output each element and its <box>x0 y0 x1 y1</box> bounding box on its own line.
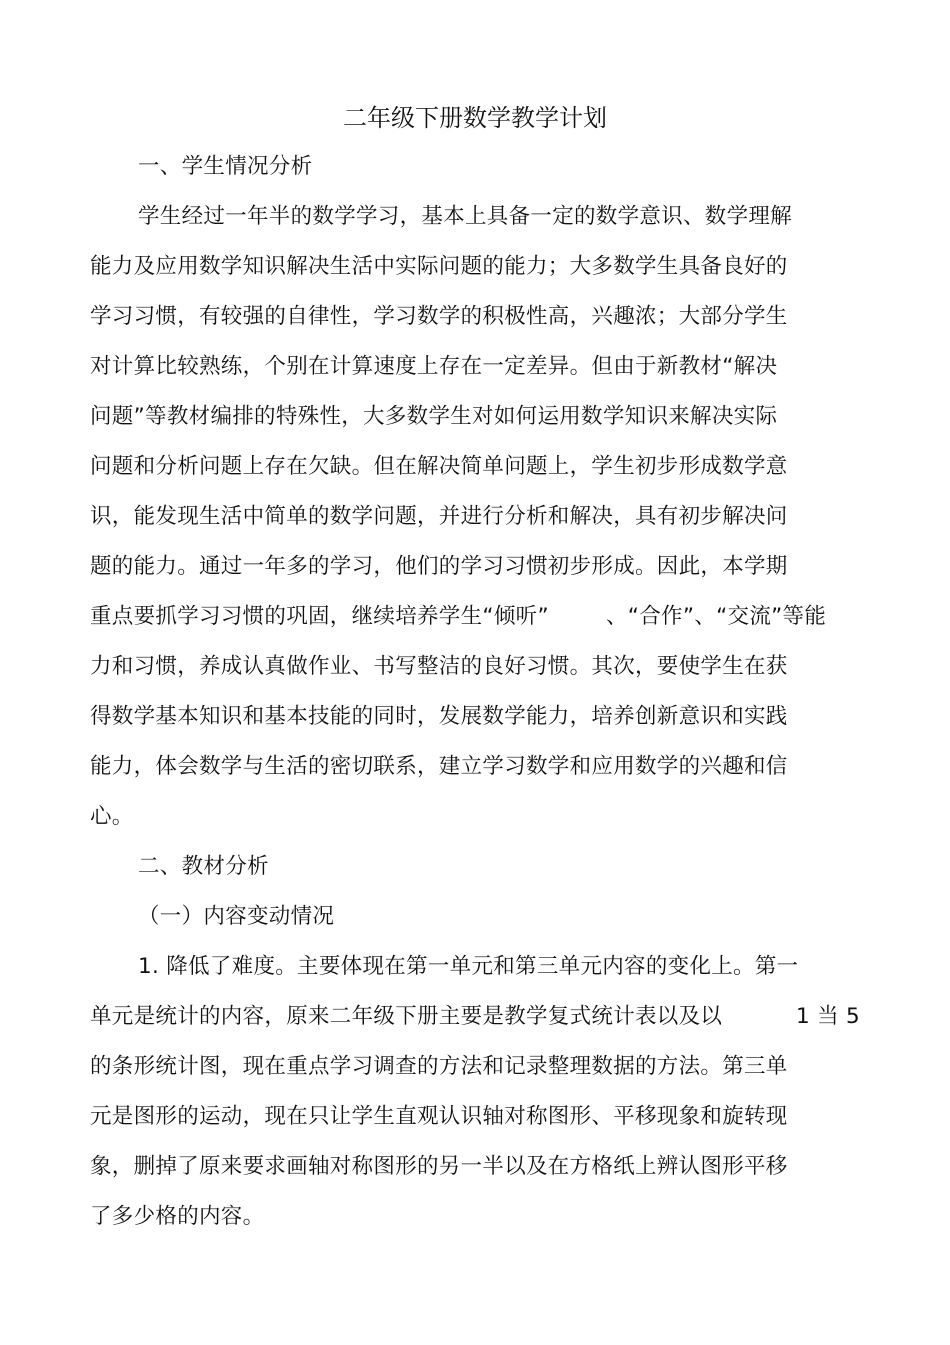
paragraph-line: 能力及应用数学知识解决生活中实际问题的能力；大多数学生具备良好的 <box>90 254 788 279</box>
paragraph-line: 问题和分析问题上存在欠缺。但在解决简单问题上，学生初步形成数学意 <box>90 454 788 479</box>
paragraph-line: 心。 <box>90 804 134 829</box>
paragraph-line-left: 重点要抓学习习惯的巩固，继续培养学生“倾听” <box>90 604 549 629</box>
paragraph-line-left: 单元是统计的内容，原来二年级下册主要是教学复式统计表以及以 <box>90 1004 723 1029</box>
paragraph-line: 学习习惯，有较强的自律性，学习数学的积极性高，兴趣浓；大部分学生 <box>90 304 788 329</box>
paragraph-line: 能力，体会数学与生活的密切联系，建立学习数学和应用数学的兴趣和信 <box>90 754 788 779</box>
paragraph-line: 1. 降低了难度。主要体现在第一单元和第三单元内容的变化上。第一 <box>138 954 799 979</box>
section-heading-textbook-analysis: 二、教材分析 <box>138 854 269 879</box>
paragraph-line: 识，能发现生活中简单的数学问题，并进行分析和解决，具有初步解决问 <box>90 504 788 529</box>
paragraph-line: 了多少格的内容。 <box>90 1204 265 1229</box>
paragraph-line: 的条形统计图，现在重点学习调查的方法和记录整理数据的方法。第三单 <box>90 1054 788 1079</box>
paragraph-line: 学生经过一年半的数学学习，基本上具备一定的数学意识、数学理解 <box>138 204 793 229</box>
paragraph-line: 题的能力。通过一年多的学习，他们的学习习惯初步形成。因此，本学期 <box>90 554 788 579</box>
paragraph-line-right: 1 当 5 <box>796 1004 861 1029</box>
document-title: 二年级下册数学教学计划 <box>343 104 607 132</box>
paragraph-line: 得数学基本知识和基本技能的同时，发展数学能力，培养创新意识和实践 <box>90 704 788 729</box>
paragraph-line-right: 、“合作”、“交流”等能 <box>606 604 827 629</box>
paragraph-line: 象，删掉了原来要求画轴对称图形的另一半以及在方格纸上辨认图形平移 <box>90 1154 788 1179</box>
section-heading-student-analysis: 一、学生情况分析 <box>138 154 313 179</box>
paragraph-line: 力和习惯，养成认真做作业、书写整洁的良好习惯。其次，要使学生在获 <box>90 654 788 679</box>
subsection-heading-content-changes: （一）内容变动情况 <box>138 904 335 929</box>
paragraph-line: 对计算比较熟练，个别在计算速度上存在一定差异。但由于新教材“解决 <box>90 354 778 379</box>
paragraph-line: 问题”等教材编排的特殊性，大多数学生对如何运用数学知识来解决实际 <box>90 404 778 429</box>
paragraph-line: 元是图形的运动，现在只让学生直观认识轴对称图形、平移现象和旋转现 <box>90 1104 788 1129</box>
